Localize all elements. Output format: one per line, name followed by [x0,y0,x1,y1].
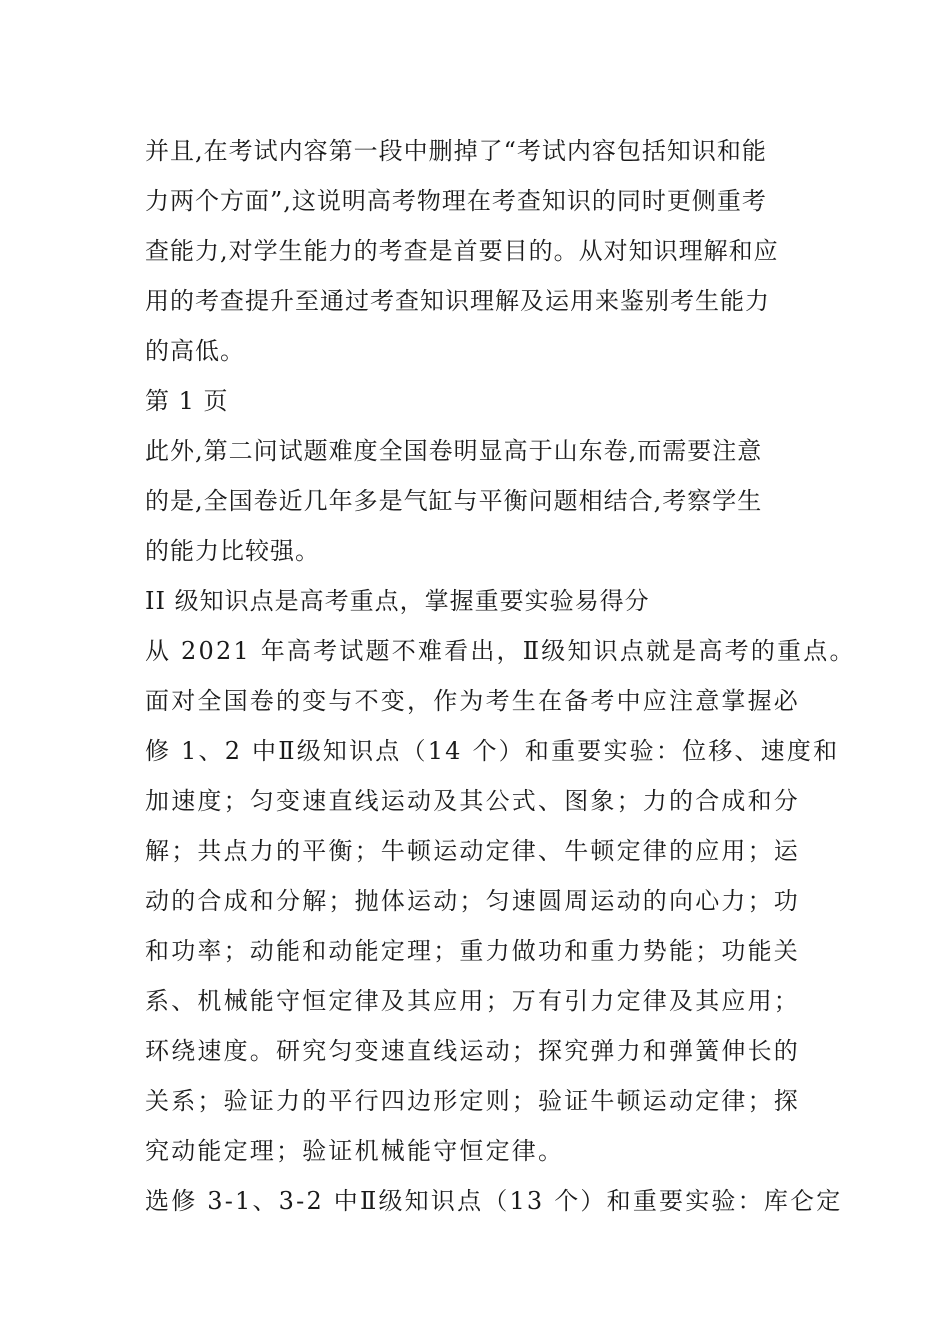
paragraph1-line: 的高低。 [145,337,245,365]
paragraph4-line: 选修 3-1、3-2 中Ⅱ级知识点（13 个）和重要实验：库仑定 [145,1187,843,1215]
paragraph3-line: 加速度；匀变速直线运动及其公式、图象；力的合成和分 [145,787,800,815]
paragraph2-line: 的是,全国卷近几年多是气缸与平衡问题相结合,考察学生 [145,487,763,515]
paragraph3-line: 关系；验证力的平行四边形定则；验证牛顿运动定律；探 [145,1087,800,1115]
section-heading: II 级知识点是高考重点，掌握重要实验易得分 [145,587,650,615]
paragraph2-line: 的能力比较强。 [145,537,320,565]
paragraph1-line: 力两个方面”,这说明高考物理在考查知识的同时更侧重考 [145,187,767,215]
paragraph1-line: 查能力,对学生能力的考查是首要目的。从对知识理解和应 [145,237,779,265]
paragraph3-line: 动的合成和分解；抛体运动；匀速圆周运动的向心力；功 [145,887,800,915]
paragraph3-line: 从 2021 年高考试题不难看出，Ⅱ级知识点就是高考的重点。 [145,637,856,665]
paragraph3-line: 解；共点力的平衡；牛顿运动定律、牛顿定律的应用；运 [145,837,800,865]
page-number-marker: 第 1 页 [145,387,229,415]
paragraph2-line: 此外,第二问试题难度全国卷明显高于山东卷,而需要注意 [145,437,763,465]
paragraph3-line: 面对全国卷的变与不变，作为考生在备考中应注意掌握必 [145,687,800,715]
paragraph3-line: 修 1、2 中Ⅱ级知识点（14 个）和重要实验：位移、速度和 [145,737,840,765]
paragraph3-line: 究动能定理；验证机械能守恒定律。 [145,1137,565,1165]
paragraph1-line: 并且,在考试内容第一段中删掉了“考试内容包括知识和能 [145,137,767,165]
paragraph3-line: 和功率；动能和动能定理；重力做功和重力势能；功能关 [145,937,800,965]
paragraph3-line: 系、机械能守恒定律及其应用；万有引力定律及其应用； [145,987,800,1015]
paragraph1-line: 用的考查提升至通过考查知识理解及运用来鉴别考生能力 [145,287,770,315]
paragraph3-line: 环绕速度。研究匀变速直线运动；探究弹力和弹簧伸长的 [145,1037,800,1065]
